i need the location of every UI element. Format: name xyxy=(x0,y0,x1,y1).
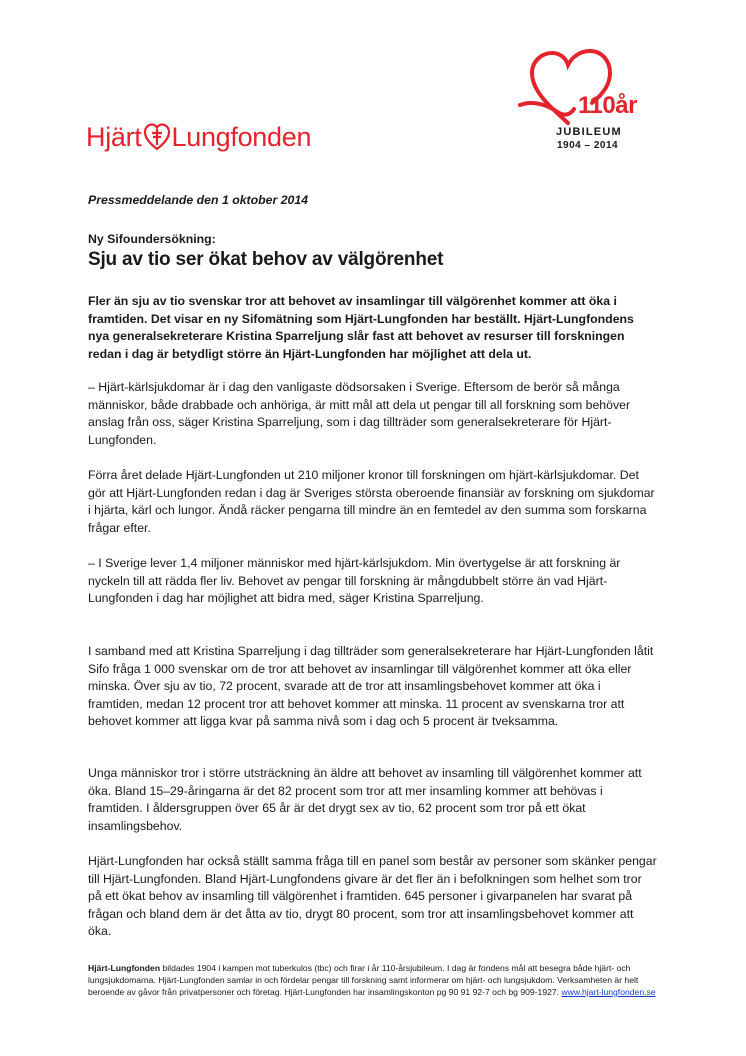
press-title: Sju av tio ser ökat behov av välgörenhet xyxy=(88,249,444,270)
body-paragraph-6: Hjärt-Lungfonden har också ställt samma fråga till en panel som består av personer som skänker pengar till Hjärt-Lungfonden. Bland Hjärt-Lungfondens givare är det fler än i befolkningen som helhet som tror på ett ökat behov av insamling till välgörenhet i framtiden. 645 personer i givarpanelen har svarat på frågan och bland dem är det åtta av tio, drygt 80 procent, som tror att insamlingsbehovet kommer att öka. xyxy=(88,854,657,939)
logo-name-left: Hjärt xyxy=(86,121,142,152)
body-paragraph-1: – Hjärt-kärlsjukdomar är i dag den vanligaste dödsorsaken i Sverige. Eftersom de berör så många människor, både drabbade och anhöriga, är mitt mål att dela ut pengar till all forskning som behöver anslag från oss, säger Kristina Sparreljung, som i dag tillträder som generalsekreterare för Hjärt-Lungfonden. xyxy=(88,380,631,447)
logo-name-right: Lungfonden xyxy=(171,121,312,152)
body-paragraph-3: – I Sverige lever 1,4 miljoner människor med hjärt-kärlsjukdom. Min övertygelse är att forskning är nyckeln till att rädda fler liv. Behovet av pengar till forskning är mångdubbelt större än vad Hjärt-Lungfonden i dag har möjlighet att bidra med, säger Kristina Sparreljung. xyxy=(88,556,621,606)
body-paragraph-2: Förra året delade Hjärt-Lungfonden ut 210 miljoner kronor till forskningen om hjärt-kärlsjukdomar. Det gör att Hjärt-Lungfonden redan i dag är Sveriges största oberoende finansiär av forskning om sjukdomar i hjärta, kärl och lungor. Ändå räcker pengarna till mindre än en femtedel av den summa som forskarna frågar efter. xyxy=(88,468,655,535)
lead-paragraph: Fler än sju av tio svenskar tror att behovet av insamlingar till välgörenhet kommer att öka i framtiden. Det visar en ny Sifomätning som Hjärt-Lungfonden har beställt. Hjärt-Lungfondens nya generalsekreterare Kristina Sparreljung slår fast att behovet av resurser till forskningen redan i dag är betydligt större än Hjärt-Lungfonden har möjlighet att dela ut. xyxy=(88,294,634,361)
jubilee-age: 110år xyxy=(578,92,637,119)
press-date-line: Pressmeddelande den 1 oktober 2014 xyxy=(88,193,309,207)
press-kicker: Ny Sifoundersökning: xyxy=(88,232,216,246)
jubilee-label: JUBILEUM xyxy=(556,126,622,138)
hjart-lungfonden-logo xyxy=(86,119,311,155)
footer-org-name: Hjärt-Lungfonden xyxy=(88,963,161,973)
footer-website-link[interactable]: www.hjart-lungfonden.se xyxy=(561,987,656,997)
footer-text: bildades 1904 i kampen mot tuberkulos (tbc) och firar i år 110-årsjubileum. I dag är fondens mål att besegra både hjärt- och lungsjukdomarna. Hjärt-Lungfonden samlar in och fördelar pengar till forskning samt informerar om hjärt- och lungsjukdom. Verksamheten är helt beroende av gåvor från privatpersoner och företag. Hjärt-Lungfonden har insamlingskonton pg 90 91 92-7 och bg 909-1927. xyxy=(88,963,639,997)
body-paragraph-5: Unga människor tror i större utsträckning än äldre att behovet av insamling till välgörenhet kommer att öka. Bland 15–29-åringarna är det 82 procent som tror att mer insamling kommer att behövas i framtiden. I åldersgruppen över 65 år är det drygt sex av tio, 62 procent som tror på ett ökat insamlingsbehov. xyxy=(88,766,642,833)
jubilee-years: 1904 – 2014 xyxy=(557,140,619,151)
footer-boilerplate xyxy=(88,962,658,998)
heart-cross-icon xyxy=(144,123,170,151)
body-paragraph-4: I samband med att Kristina Sparreljung i dag tillträder som generalsekreterare har Hjärt-Lungfonden låtit Sifo fråga 1 000 svenskar om de tror att behovet av insamlingar till välgörenhet kommer att öka eller minska. Över sju av tio, 72 procent, svarade att de tror att insamlingsbehovet kommer att öka i framtiden, medan 12 procent tror att behovet kommer att minska. 11 procent av svenskarna tror att behovet kommer att ligga kvar på samma nivå som i dag och 5 procent är tveksamma. xyxy=(88,644,654,729)
